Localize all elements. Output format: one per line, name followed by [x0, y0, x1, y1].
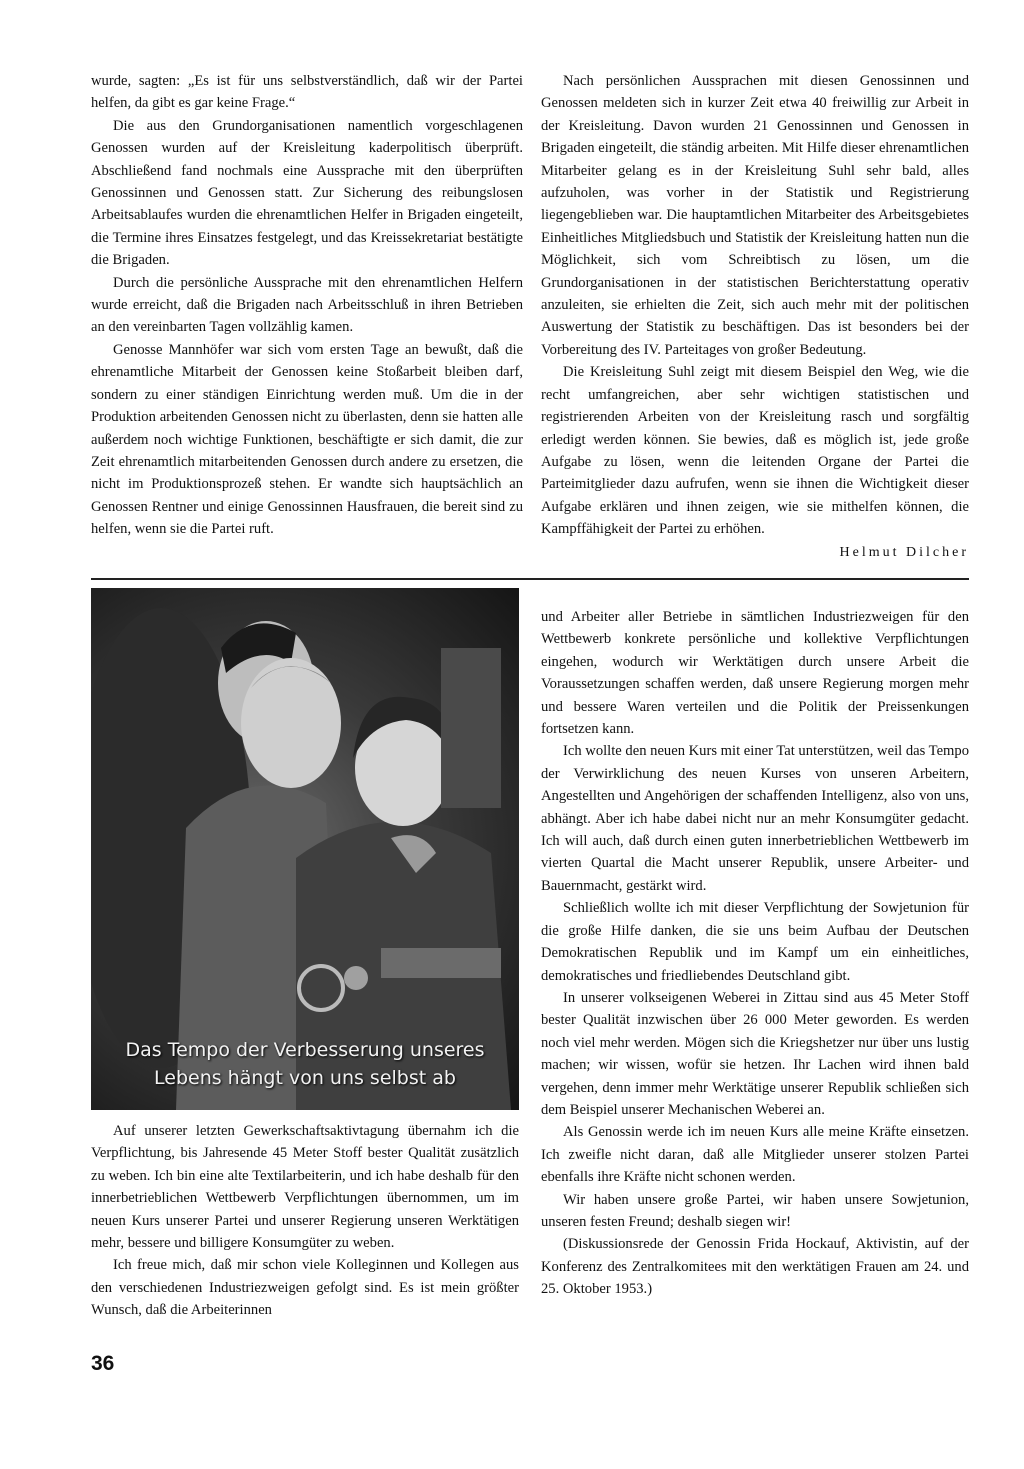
paragraph: Wir haben unsere große Partei, wir haben unsere Sowjetunion, unseren festen Freund; deshalb siegen wir!: [541, 1191, 969, 1230]
paragraph: Auf unserer letzten Gewerkschaftsaktivtagung übernahm ich die Verpflichtung, bis Jahresende 45 Meter Stoff bester Qualität zusätzlich zu weben. Ich bin eine alte Textilarbeiterin, und ich habe deshalb für den innerbetrieblichen Wettbewerb Verpflichtungen übernommen, um im neuen Kurs unserer Partei und unserer Regierung unseren Werktätigen mehr, bessere und billigere Konsumgüter zu weben.: [91, 1123, 519, 1252]
photo-illustration: [91, 588, 519, 1110]
article-column-top-left: [91, 70, 523, 541]
paragraph: Durch die persönliche Aussprache mit den ehrenamtlichen Helfern wurde erreicht, daß die Brigaden nach Arbeitsschluß in ihren Betrieben an den vereinbarten Tagen vollzählig kamen.: [91, 274, 523, 336]
author-signature: Helmut Dilcher: [839, 544, 969, 560]
paragraph: Ich freue mich, daß mir schon viele Kolleginnen und Kollegen aus den verschiedenen Industriezweigen gefolgt sind. Es ist mein größter Wunsch, daß die Arbeiterinnen: [91, 1257, 519, 1319]
paragraph: Als Genossin werde ich im neuen Kurs alle meine Kräfte einsetzen. Ich zweifle nicht daran, daß alle Mitglieder unserer stolzen Partei ebenfalls ihre Kräfte nicht schonen werden.: [541, 1124, 969, 1186]
paragraph: In unserer volkseigenen Weberei in Zittau sind aus 45 Meter Stoff bester Qualität inzwischen über 26 000 Meter geworden. Es werden noch viel mehr werden. Mögen sich die Kriegshetzer nur über uns lustig machen; wir wissen, wofür sie hetzen. Ihr Lachen wird ihnen bald vergehen, denn immer mehr Werktätige unserer Republik schließen sich dem Beispiel unserer Mechanischen Weberei an.: [541, 989, 969, 1118]
article-column-bottom-left: [91, 1120, 519, 1322]
paragraph: Ich wollte den neuen Kurs mit einer Tat unterstützen, weil das Tempo der Verwirklichung des neuen Kurses von unseren Arbeitern, Angestellten und Angehörigen der schaffenden Intelligenz, also von uns, abhängt. Aber ich habe dabei nicht nur an mehr Konsumgüter gedacht. Ich will auch, daß durch einen guten innerbetrieblichen Wettbewerb im vierten Quartal die Macht unserer Republik, unsere Arbeiter- und Bauernmacht, gestärkt wird.: [541, 743, 969, 894]
paragraph: Die Kreisleitung Suhl zeigt mit diesem Beispiel den Weg, wie die recht umfangreichen, aber sehr wichtigen statistischen und registrierenden Arbeiten von der Kreisleitung rasch und sorgfältig erledigt werden können. Sie bewies, daß es möglich ist, jede große Aufgabe zu lösen, wenn die leitenden Organe der Partei die Parteimitglieder dazu aufrufen, wenn sie ihnen die Wichtigkeit dieser Aufgabe erklären und ihnen zeigen, wie sie mithelfen können, die Kampffähigkeit der Partei zu erhöhen.: [541, 364, 969, 538]
photo-caption: [91, 1036, 519, 1092]
page-number: 36: [91, 1352, 115, 1375]
photo-caption-line: Lebens hängt von uns selbst ab: [154, 1067, 456, 1089]
article-column-bottom-right: [541, 606, 969, 1301]
paragraph: und Arbeiter aller Betriebe in sämtlichen Industriezweigen für den Wettbewerb konkrete persönliche und kollektive Verpflichtungen eingehen, wodurch wir Werktätigen durch unsere Arbeit die Voraussetzungen schaffen werden, daß unsere Regierung morgen mehr und bessere Waren verteilen und die Politik der Preissenkungen fortsetzen kann.: [541, 609, 969, 738]
article-photo: [91, 588, 519, 1110]
section-divider: [91, 578, 969, 580]
paragraph: Die aus den Grundorganisationen namentlich vorgeschlagenen Genossen wurden auf der Kreisleitung kaderpolitisch überprüft. Abschließend fand nochmals eine Aussprache mit den überprüften Genossinnen und Genossen statt. Zur Sicherung des reibungslosen Arbeitsablaufes wurden die ehrenamtlichen Helfer in Brigaden eingeteilt, die Termine ihres Einsatzes festgelegt, und das Kreissekretariat bestätigte die Brigaden.: [91, 117, 523, 269]
article-column-top-right: [541, 70, 969, 564]
paragraph: wurde, sagten: „Es ist für uns selbstverständlich, daß wir der Partei helfen, da gibt es gar keine Frage.“: [91, 73, 523, 112]
paragraph: Nach persönlichen Aussprachen mit diesen Genossinnen und Genossen meldeten sich in kurzer Zeit etwa 40 freiwillig zur Arbeit in der Kreisleitung. Davon wurden 21 Genossinnen und Genossen in Brigaden eingeteilt, die ständig arbeiten. Mit Hilfe dieser ehrenamtlichen Mitarbeiter gelang es in der Kreisleitung Suhl sehr bald, alles aufzuholen, was vorher in der Statistik und Registrierung liegengeblieben war. Die hauptamtlichen Mitarbeiter des Arbeitsgebietes Einheitliches Mitgliedsbuch und Statistik der Kreisleitung hatten nun die Möglichkeit, sich vom Schreibtisch zu lösen, um die Grundorganisationen in der statistischen Berichterstattung operativ anzuleiten, sie erhielten die Zeit, sich auch mehr mit der politischen Auswertung der Statistik zu beschäftigen. Das ist besonders bei der Vorbereitung des IV. Parteitages von großer Bedeutung.: [541, 73, 969, 358]
photo-caption-line: Das Tempo der Verbesserung unseres: [125, 1039, 485, 1061]
paragraph: (Diskussionsrede der Genossin Frida Hockauf, Aktivistin, auf der Konferenz des Zentralkomitees mit den werktätigen Frauen am 24. und 25. Oktober 1953.): [541, 1236, 969, 1298]
paragraph: Schließlich wollte ich mit dieser Verpflichtung der Sowjetunion für die große Hilfe danken, die sie uns beim Aufbau der Deutschen Demokratischen Republik und im Kampf um ein einheitliches, demokratisches und friedliebendes Deutschland gibt.: [541, 900, 969, 984]
paragraph: Genosse Mannhöfer war sich vom ersten Tage an bewußt, daß die ehrenamtliche Mitarbeit der Genossen keine Stoßarbeit bleiben darf, sondern zu einer ständigen Einrichtung werden muß. Um die in der Produktion arbeitenden Genossen nicht zu überlasten, denn sie hatten alle außerdem noch wichtige Funktionen, beschäftigte er sich damit, die zur Zeit ehrenamtlich mitarbeitenden Genossen durch andere zu ersetzen, die nicht im Produktionsprozeß stehen. Er wandte sich hauptsächlich an Genossen Rentner und einige Genossinnen Hausfrauen, die bereit sind zu helfen, wenn sie die Partei ruft.: [91, 341, 523, 538]
